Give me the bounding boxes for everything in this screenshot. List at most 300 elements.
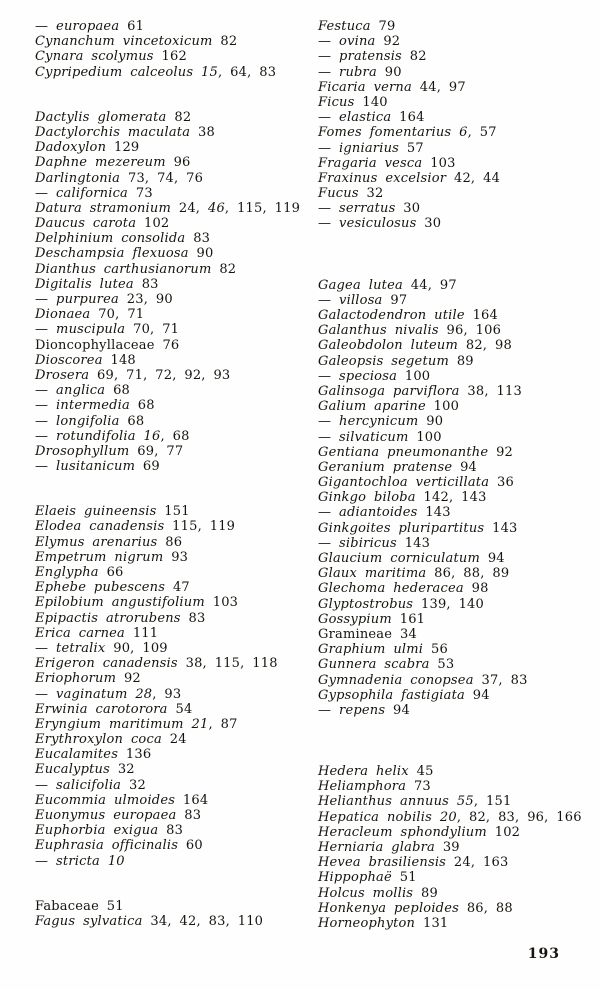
entry-name-text: Galeopsis segetum <box>318 353 449 369</box>
entry-name-text: vaginatum <box>56 686 128 702</box>
entry-name-text: Horneophyton <box>318 915 416 931</box>
entry-name-text: villosa <box>339 292 383 308</box>
index-entry <box>35 535 307 550</box>
entry-page-text: 129 <box>106 140 140 156</box>
entry-name-text: Drosera <box>35 367 90 383</box>
index-entry <box>318 521 590 536</box>
index-entry <box>35 823 307 838</box>
entry-page-text: , 115, 119 <box>224 200 301 216</box>
entry-page-text: 103 <box>204 595 239 611</box>
entry-page-text: — <box>35 398 57 414</box>
entry-page-text: 100 <box>408 429 442 445</box>
index-entry <box>35 519 307 534</box>
index-entry <box>35 262 307 277</box>
entry-name-text: Gunnera scabra <box>318 657 430 673</box>
entry-page-text: 162 <box>153 49 187 65</box>
entry-page-text: 111 <box>125 625 159 641</box>
entry-name-text: hercynicum <box>339 414 419 430</box>
entry-page-text: 42, 44 <box>446 170 501 186</box>
index-entry <box>318 886 590 901</box>
index-entry <box>318 201 590 216</box>
entry-name-text: Erica carnea <box>35 625 125 641</box>
index-entry <box>35 19 307 34</box>
entry-page-text <box>100 854 108 869</box>
index-entry <box>35 732 307 747</box>
index-entry <box>318 566 590 581</box>
entry-page-text: 100 <box>425 399 460 415</box>
entry-name-text: Gymnadenia conopsea <box>318 672 474 688</box>
entry-page-text: 115, 119 <box>164 519 236 535</box>
index-group <box>318 278 590 718</box>
index-column-right <box>318 19 590 931</box>
entry-page-text: , 82, 83, 96, 166 <box>456 809 582 825</box>
entry-name-text: Eriophorum <box>35 671 117 687</box>
entry-page-text: 39 <box>435 840 460 855</box>
index-entry <box>35 186 307 201</box>
entry-name-text: Cynara scolymus <box>35 49 154 65</box>
entry-name-text: Dadoxylon <box>35 140 107 156</box>
entry-name-text: europaea <box>56 19 120 34</box>
entry-page-text: 47 <box>165 580 190 596</box>
index-group <box>35 110 307 475</box>
entry-page-text: 94 <box>385 702 410 718</box>
entry-page-text: — <box>318 535 340 551</box>
index-entry <box>35 747 307 762</box>
index-entry <box>35 65 307 80</box>
entry-name-text: Galium aparine <box>318 399 426 415</box>
entry-name-text: purpurea <box>56 292 119 307</box>
entry-page-text: 100 <box>397 368 431 384</box>
entry-name-text: 20 <box>439 809 457 825</box>
entry-page-text: 103 <box>422 155 456 171</box>
index-entry <box>35 216 307 231</box>
entry-page-text: 164 <box>464 308 498 323</box>
entry-page-text: 94 <box>464 687 490 703</box>
entry-name-text: Drosophyllum <box>35 443 130 459</box>
entry-name-text: 16 <box>143 428 161 444</box>
entry-name-text: Hedera helix <box>318 764 409 780</box>
entry-page-text: — <box>35 322 57 338</box>
index-entry <box>35 368 307 383</box>
entry-page-text: 57 <box>399 140 424 156</box>
entry-name-text: Glechoma hederacea <box>318 581 464 597</box>
entry-page-text: 61 <box>119 19 145 34</box>
index-entry <box>35 34 307 49</box>
entry-page-text: — <box>35 185 57 201</box>
entry-name-text: Graphium ulmi <box>318 642 424 658</box>
index-entry <box>318 323 590 338</box>
entry-page-text: — <box>318 216 340 232</box>
entry-page-text: 69, 71, 72, 92, 93 <box>89 367 231 383</box>
entry-page-text: 102 <box>486 824 521 840</box>
entry-page-text <box>432 810 440 825</box>
entry-name-text: Elodea canadensis <box>35 519 165 535</box>
index-entry <box>35 671 307 686</box>
entry-name-text: Elaeis guineensis <box>35 504 157 520</box>
entry-page-text: 44, 97 <box>402 277 457 293</box>
index-entry <box>35 611 307 626</box>
index-entry <box>318 186 590 201</box>
index-entry <box>35 580 307 595</box>
entry-page-text: 51 <box>391 870 417 886</box>
entry-page-text: 82 <box>212 34 238 50</box>
entry-page-text: 161 <box>391 611 426 627</box>
index-entry <box>318 916 590 931</box>
entry-name-text: longifolia <box>56 413 120 429</box>
entry-name-text: Galanthus nivalis <box>318 323 439 339</box>
entry-page-text: — <box>35 428 57 444</box>
index-entry <box>318 460 590 475</box>
index-column-left <box>35 19 307 929</box>
index-entry <box>35 398 307 413</box>
entry-name-text: intermedia <box>56 398 130 414</box>
entry-page-text: 68 <box>129 398 155 414</box>
entry-page-text: — <box>35 640 57 656</box>
index-entry <box>35 353 307 368</box>
index-entry <box>318 505 590 520</box>
entry-name-text: Erythroxylon coca <box>35 732 162 748</box>
entry-page-text: , 68 <box>160 428 190 444</box>
entry-name-text: Empetrum nigrum <box>35 549 164 565</box>
entry-name-text: serratus <box>339 201 396 217</box>
entry-page-text: 143 <box>484 520 518 536</box>
entry-page-text: — <box>318 64 340 80</box>
entry-name-text: Hepatica nobilis <box>318 809 433 825</box>
entry-page-text: 34, 42, 83, 110 <box>142 913 264 929</box>
index-entry <box>318 216 590 231</box>
entry-name-text: Ficaria verna <box>318 79 412 95</box>
entry-name-text: Glyptostrobus <box>318 596 414 612</box>
index-entry <box>35 444 307 459</box>
entry-page-text: 69, 77 <box>129 443 184 459</box>
entry-page-text <box>136 429 144 444</box>
entry-page-text: 90 <box>376 64 402 80</box>
entry-page-text: 30 <box>395 201 421 217</box>
entry-name-text: Dactylis glomerata <box>35 109 167 125</box>
entry-page-text: 93 <box>163 549 189 565</box>
index-entry <box>318 825 590 840</box>
entry-name-text: lusitanicum <box>56 459 136 475</box>
entry-page-text: 83 <box>133 276 159 292</box>
entry-name-text: Hevea brasiliensis <box>318 855 447 871</box>
entry-name-text: 6 <box>459 125 468 141</box>
entry-page-text: , 57 <box>467 125 497 141</box>
entry-page-text: 151 <box>156 504 190 520</box>
entry-name-text: Helianthus annuus <box>318 794 450 810</box>
entry-name-text: Ginkgo biloba <box>318 490 416 506</box>
entry-name-text: Digitalis lutea <box>35 276 134 292</box>
entry-page-text: 68 <box>119 413 145 429</box>
entry-name-text: Daphne mezereum <box>35 155 166 171</box>
entry-page-text: 66 <box>98 565 124 580</box>
entry-page-text: 82 <box>211 261 237 277</box>
entry-page-text: 86 <box>157 534 183 550</box>
entry-page-text: , 64, 83 <box>218 64 277 80</box>
page-number: 193 <box>527 946 560 962</box>
index-entry <box>318 688 590 703</box>
entry-name-text: Cypripedium calceolus <box>35 64 194 80</box>
index-entry <box>35 110 307 125</box>
entry-name-text: Daucus carota <box>35 216 137 232</box>
entry-name-text: Ginkgoites pluripartitus <box>318 520 485 536</box>
entry-page-text: 53 <box>429 657 455 673</box>
entry-name-text: Glaucium corniculatum <box>318 551 480 566</box>
entry-name-text: anglica <box>56 383 106 399</box>
index-entry <box>35 140 307 155</box>
entry-name-text: ovina <box>339 34 376 50</box>
index-entry <box>318 430 590 445</box>
index-entry <box>318 34 590 49</box>
entry-page-text: 139, 140 <box>413 596 484 612</box>
index-entry <box>35 459 307 474</box>
entry-name-text: Cynanchum vincetoxicum <box>35 34 213 50</box>
entry-name-text: Elymus arenarius <box>35 534 158 550</box>
entry-page-text: 79 <box>370 19 396 34</box>
entry-name-text: salicifolia <box>56 777 122 793</box>
index-entry <box>35 231 307 246</box>
index-entry <box>318 840 590 855</box>
entry-name-text: Dianthus carthusianorum <box>35 261 212 277</box>
index-entry <box>318 278 590 293</box>
entry-name-text: Euphorbia exigua <box>35 823 159 839</box>
entry-page-text: 44, 97 <box>411 79 466 95</box>
entry-page-text: 38, 113 <box>459 383 522 399</box>
entry-page-text: 98 <box>463 581 489 597</box>
index-entry <box>318 95 590 110</box>
entry-name-text: 46 <box>207 200 225 216</box>
entry-name-text: speciosa <box>339 368 398 384</box>
entry-name-text: Englypha <box>35 565 99 580</box>
index-entry <box>35 155 307 170</box>
entry-name-text: 28 <box>135 686 153 702</box>
entry-page-text: 143 <box>417 505 451 521</box>
entry-page-text: 89 <box>413 885 438 901</box>
entry-page-text: 92 <box>116 671 141 687</box>
index-entry <box>318 156 590 171</box>
entry-name-text: Honkenya peploides <box>318 900 459 916</box>
entry-name-text: Glaux maritima <box>318 566 427 582</box>
entry-page-text: — <box>318 505 340 521</box>
index-entry <box>35 292 307 307</box>
index-entry <box>318 171 590 186</box>
index-entry <box>35 793 307 808</box>
entry-page-text <box>451 125 459 140</box>
index-group <box>318 19 590 232</box>
entry-name-text: Fragaria vesca <box>318 155 423 171</box>
entry-name-text: vesiculosus <box>339 216 417 232</box>
index-entry <box>35 246 307 261</box>
entry-page-text: 92 <box>488 444 514 460</box>
index-entry <box>35 277 307 292</box>
entry-page-text: 60 <box>178 838 203 854</box>
entry-name-text: Heliamphora <box>318 779 407 795</box>
entry-page-text: — <box>318 429 340 445</box>
index-entry <box>35 854 307 869</box>
entry-name-text: Galactodendron utile <box>318 308 465 323</box>
index-entry <box>318 308 590 323</box>
index-entry <box>318 794 590 809</box>
entry-name-text: Euonymus europaea <box>35 808 177 823</box>
entry-name-text: Gypsophila fastigiata <box>318 687 465 703</box>
index-entry <box>318 49 590 64</box>
index-entry <box>35 656 307 671</box>
entry-page-text: 94 <box>479 551 505 566</box>
entry-name-text: 10 <box>107 853 125 869</box>
entry-name-text: tetralix <box>56 640 106 656</box>
entry-page-text: 68 <box>105 383 131 399</box>
index-entry <box>318 80 590 95</box>
index-entry <box>318 65 590 80</box>
entry-page-text: — <box>35 686 57 702</box>
index-group <box>318 764 590 931</box>
entry-page-text: 83 <box>158 823 184 839</box>
entry-page-text: 143 <box>396 535 431 551</box>
entry-name-text: 55 <box>456 794 474 810</box>
index-group <box>35 19 307 80</box>
entry-page-text: — <box>318 201 340 217</box>
entry-page-text: , 93 <box>152 686 182 702</box>
entry-name-text: Erwinia carotorora <box>35 701 168 717</box>
entry-page-text: — <box>35 413 57 429</box>
entry-page-text: 96, 106 <box>438 323 502 339</box>
index-entry <box>318 399 590 414</box>
index-entry <box>35 717 307 732</box>
entry-name-text: Herniaria glabra <box>318 840 435 855</box>
entry-name-text: sibiricus <box>339 535 397 551</box>
entry-page-text: — <box>318 702 340 718</box>
entry-page-text: 96 <box>165 155 191 171</box>
entry-name-text: Eryngium maritimum <box>35 716 184 732</box>
index-entry <box>318 810 590 825</box>
index-entry <box>318 551 590 566</box>
entry-page-text: 37, 83 <box>473 672 528 688</box>
entry-page-text: — <box>318 34 340 50</box>
index-entry <box>318 581 590 596</box>
entry-name-text: Fomes fomentarius <box>318 125 452 141</box>
entry-page-text: 70, 71 <box>90 307 145 323</box>
entry-page-text: 32 <box>121 777 146 793</box>
entry-name-text: Epilobium angustifolium <box>35 595 205 611</box>
entry-page-text: 32 <box>358 186 384 202</box>
entry-page-text: 56 <box>423 642 448 658</box>
index-entry <box>35 808 307 823</box>
entry-page-text: — <box>35 383 57 399</box>
entry-page-text: , 151 <box>473 794 512 810</box>
entry-page-text: 86, 88 <box>458 900 513 916</box>
index-entry <box>318 855 590 870</box>
entry-page-text: 86, 88, 89 <box>426 566 510 582</box>
entry-name-text: Darlingtonia <box>35 170 121 186</box>
entry-page-text: 83 <box>180 610 206 626</box>
entry-name-text: Geranium pratense <box>318 459 453 475</box>
entry-page-text: 90, 109 <box>105 640 168 656</box>
index-entry <box>318 141 590 156</box>
entry-page-text: 82 <box>401 49 427 65</box>
entry-page-text: 82, 98 <box>458 338 512 354</box>
index-entry <box>318 414 590 429</box>
index-entry <box>318 703 590 718</box>
index-entry <box>35 171 307 186</box>
index-entry <box>35 125 307 140</box>
index-entry <box>318 779 590 794</box>
entry-name-text: elastica <box>339 110 392 126</box>
entry-page-text: 32 <box>110 762 135 778</box>
index-entry <box>318 384 590 399</box>
entry-name-text: Erigeron canadensis <box>35 656 178 672</box>
entry-name-text: Eucalyptus <box>35 762 110 778</box>
entry-page-text: 38 <box>190 124 215 140</box>
index-entry <box>318 627 590 642</box>
entry-name-text: Epipactis atrorubens <box>35 610 181 626</box>
entry-name-text: Holcus mollis <box>318 885 414 901</box>
entry-page-text: 23, 90 <box>118 292 173 307</box>
index-entry <box>35 307 307 322</box>
index-entry <box>35 914 307 929</box>
entry-name-text: 21 <box>191 716 209 732</box>
index-entry <box>35 429 307 444</box>
index-entry <box>318 490 590 505</box>
entry-name-text: Festuca <box>318 19 371 34</box>
index-entry <box>318 657 590 672</box>
entry-name-text: Dactylorchis maculata <box>35 124 191 140</box>
entry-page-text: Gramineae 34 <box>318 626 417 642</box>
index-entry <box>318 445 590 460</box>
entry-page-text: 97 <box>382 292 408 308</box>
index-entry <box>318 475 590 490</box>
index-entry <box>35 322 307 337</box>
entry-page-text: 36 <box>489 475 514 491</box>
entry-name-text: Gigantochloa verticillata <box>318 475 490 491</box>
entry-name-text: Ficus <box>318 94 355 110</box>
index-entry <box>35 550 307 565</box>
index-entry <box>318 354 590 369</box>
entry-name-text: Euphrasia officinalis <box>35 838 179 854</box>
entry-page-text: 83 <box>176 808 202 823</box>
entry-name-text: Galinsoga parviflora <box>318 383 460 399</box>
entry-name-text: Gentiana pneumonanthe <box>318 444 489 460</box>
entry-page-text: , 87 <box>208 716 238 732</box>
entry-page-text <box>184 717 192 732</box>
entry-name-text: Fraxinus excelsior <box>318 170 447 186</box>
entry-page-text: 73 <box>406 779 431 795</box>
index-entry <box>35 595 307 610</box>
entry-page-text: — <box>35 853 57 869</box>
entry-page-text: 38, 115, 118 <box>177 656 278 672</box>
index-entry <box>318 642 590 657</box>
entry-page-text: 102 <box>136 216 170 232</box>
entry-page-text: 148 <box>102 352 136 368</box>
entry-page-text: 24, <box>171 200 208 216</box>
entry-page-text: — <box>318 414 340 430</box>
entry-name-text: stricta <box>56 853 100 869</box>
entry-page-text: 45 <box>408 764 434 780</box>
index-entry <box>318 293 590 308</box>
index-entry <box>318 673 590 688</box>
entry-page-text: 92 <box>375 34 401 50</box>
entry-name-text: repens <box>339 702 386 718</box>
entry-name-text: Dionaea <box>35 307 91 323</box>
entry-page-text: 73, 74, 76 <box>120 170 204 186</box>
index-entry <box>35 565 307 580</box>
entry-name-text: Galeobdolon luteum <box>318 338 459 354</box>
entry-page-text: 164 <box>175 792 209 808</box>
index-entry <box>35 504 307 519</box>
entry-page-text: Dioncophyllaceae 76 <box>35 337 180 353</box>
index-entry <box>35 414 307 429</box>
entry-name-text: pratensis <box>339 49 402 65</box>
entry-page-text: 82 <box>166 109 192 125</box>
entry-page-text <box>193 65 201 80</box>
